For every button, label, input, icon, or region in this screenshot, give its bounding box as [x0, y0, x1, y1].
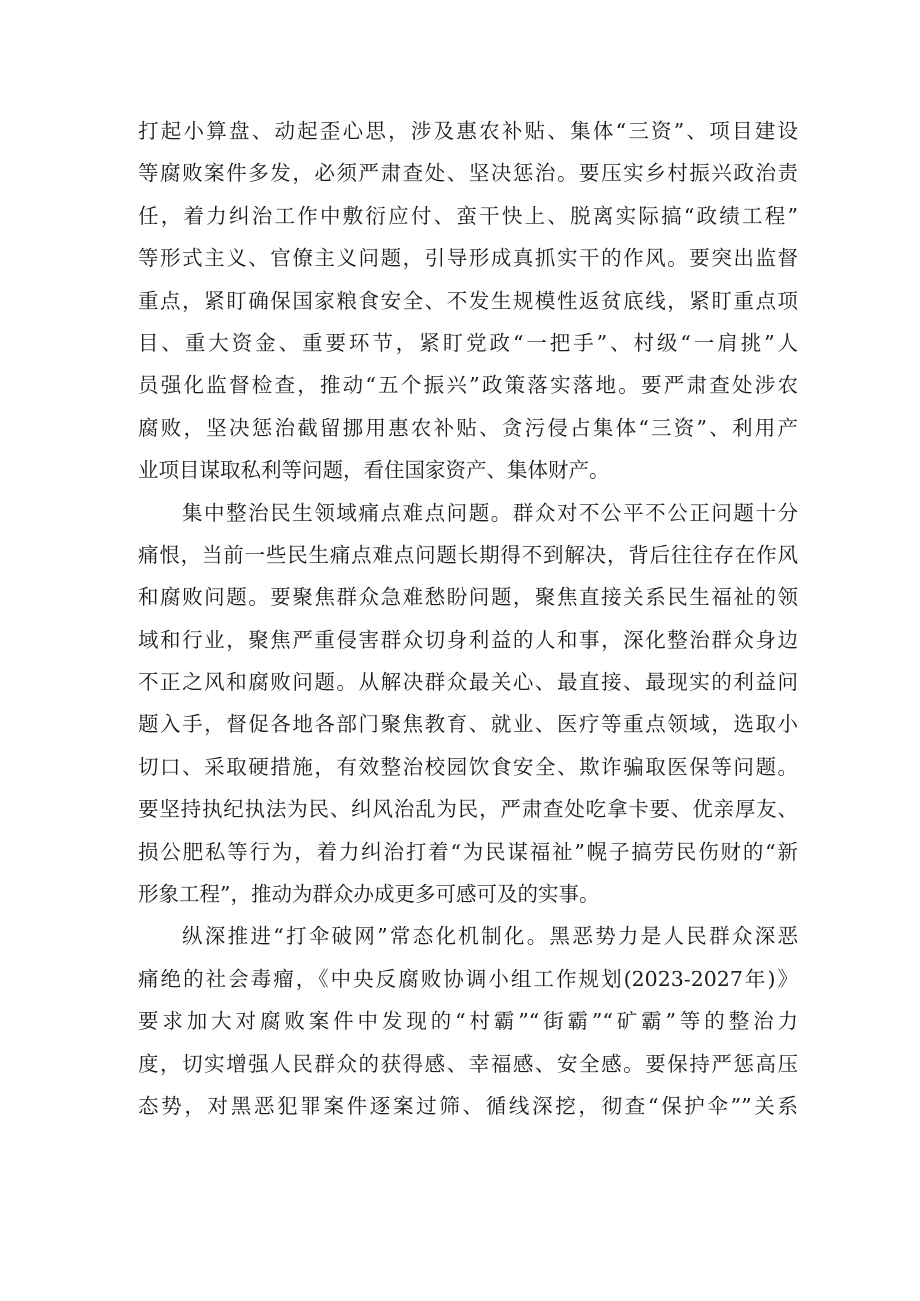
text-line: 形象工程”，推动为群众办成更多可感可及的实事。 [138, 882, 600, 907]
text-line: 痛恨，当前一些民生痛点难点问题长期得不到解决，背后往往存在作风 [138, 542, 798, 567]
text-line: 损公肥私等行为，着力纠治打着“为民谋福祉”幌子搞劳民伤财的“新 [138, 839, 798, 864]
text-line: 腐败，坚决惩治截留挪用惠农补贴、贪污侵占集体“三资”、利用产 [138, 415, 798, 440]
text-line: 等形式主义、官僚主义问题，引导形成真抓实干的作风。要突出监督 [138, 246, 798, 271]
paragraph [138, 492, 798, 916]
text-line: 要坚持执纪执法为民、纠风治乱为民，严肃查处吃拿卡要、优亲厚友、 [138, 797, 798, 822]
text-line: 员强化监督检查，推动“五个振兴”政策落实落地。要严肃查处涉农 [138, 373, 798, 398]
text-line: 要求加大对腐败案件中发现的“村霸”“街霸”“矿霸”等的整治力 [138, 1009, 798, 1034]
paragraph [138, 110, 798, 492]
text-line: 态势，对黑恶犯罪案件逐案过筛、循线深挖，彻查“保护伞””关系 [138, 1093, 798, 1118]
text-line: 目、重大资金、重要环节，紧盯党政“一把手”、村级“一肩挑”人 [138, 330, 798, 355]
text-line: 题入手，督促各地各部门聚焦教育、就业、医疗等重点领域，选取小 [138, 712, 798, 737]
text-line: 纵深推进“打伞破网”常态化机制化。黑恶势力是人民群众深恶 [182, 924, 798, 949]
document-body [138, 110, 798, 1127]
text-line: 度，切实增强人民群众的获得感、幸福感、安全感。要保持严惩高压 [138, 1051, 798, 1076]
text-line: 等腐败案件多发，必须严肃查处、坚决惩治。要压实乡村振兴政治责 [138, 161, 798, 186]
paragraph [138, 915, 798, 1127]
text-line: 重点，紧盯确保国家粮食安全、不发生规模性返贫底线，紧盯重点项 [138, 288, 798, 313]
text-line: 打起小算盘、动起歪心思，涉及惠农补贴、集体“三资”、项目建设 [138, 119, 798, 143]
text-line: 切口、采取硬措施，有效整治校园饮食安全、欺诈骗取医保等问题。 [138, 754, 798, 779]
text-line: 痛绝的社会毒瘤，《中央反腐败协调小组工作规划(2023-2027年)》 [138, 966, 798, 991]
text-line: 业项目谋取私利等问题，看住国家资产、集体财产。 [138, 458, 610, 483]
text-line: 和腐败问题。要聚焦群众急难愁盼问题，聚焦直接关系民生福祉的领 [138, 585, 798, 610]
text-line: 集中整治民生领域痛点难点问题。群众对不公平不公正问题十分 [182, 500, 798, 525]
text-line: 不正之风和腐败问题。从解决群众最关心、最直接、最现实的利益问 [138, 670, 798, 695]
text-line: 任，着力纠治工作中敷衍应付、蛮干快上、脱离实际搞“政绩工程” [138, 203, 798, 228]
text-line: 域和行业，聚焦严重侵害群众切身利益的人和事，深化整治群众身边 [138, 627, 798, 652]
